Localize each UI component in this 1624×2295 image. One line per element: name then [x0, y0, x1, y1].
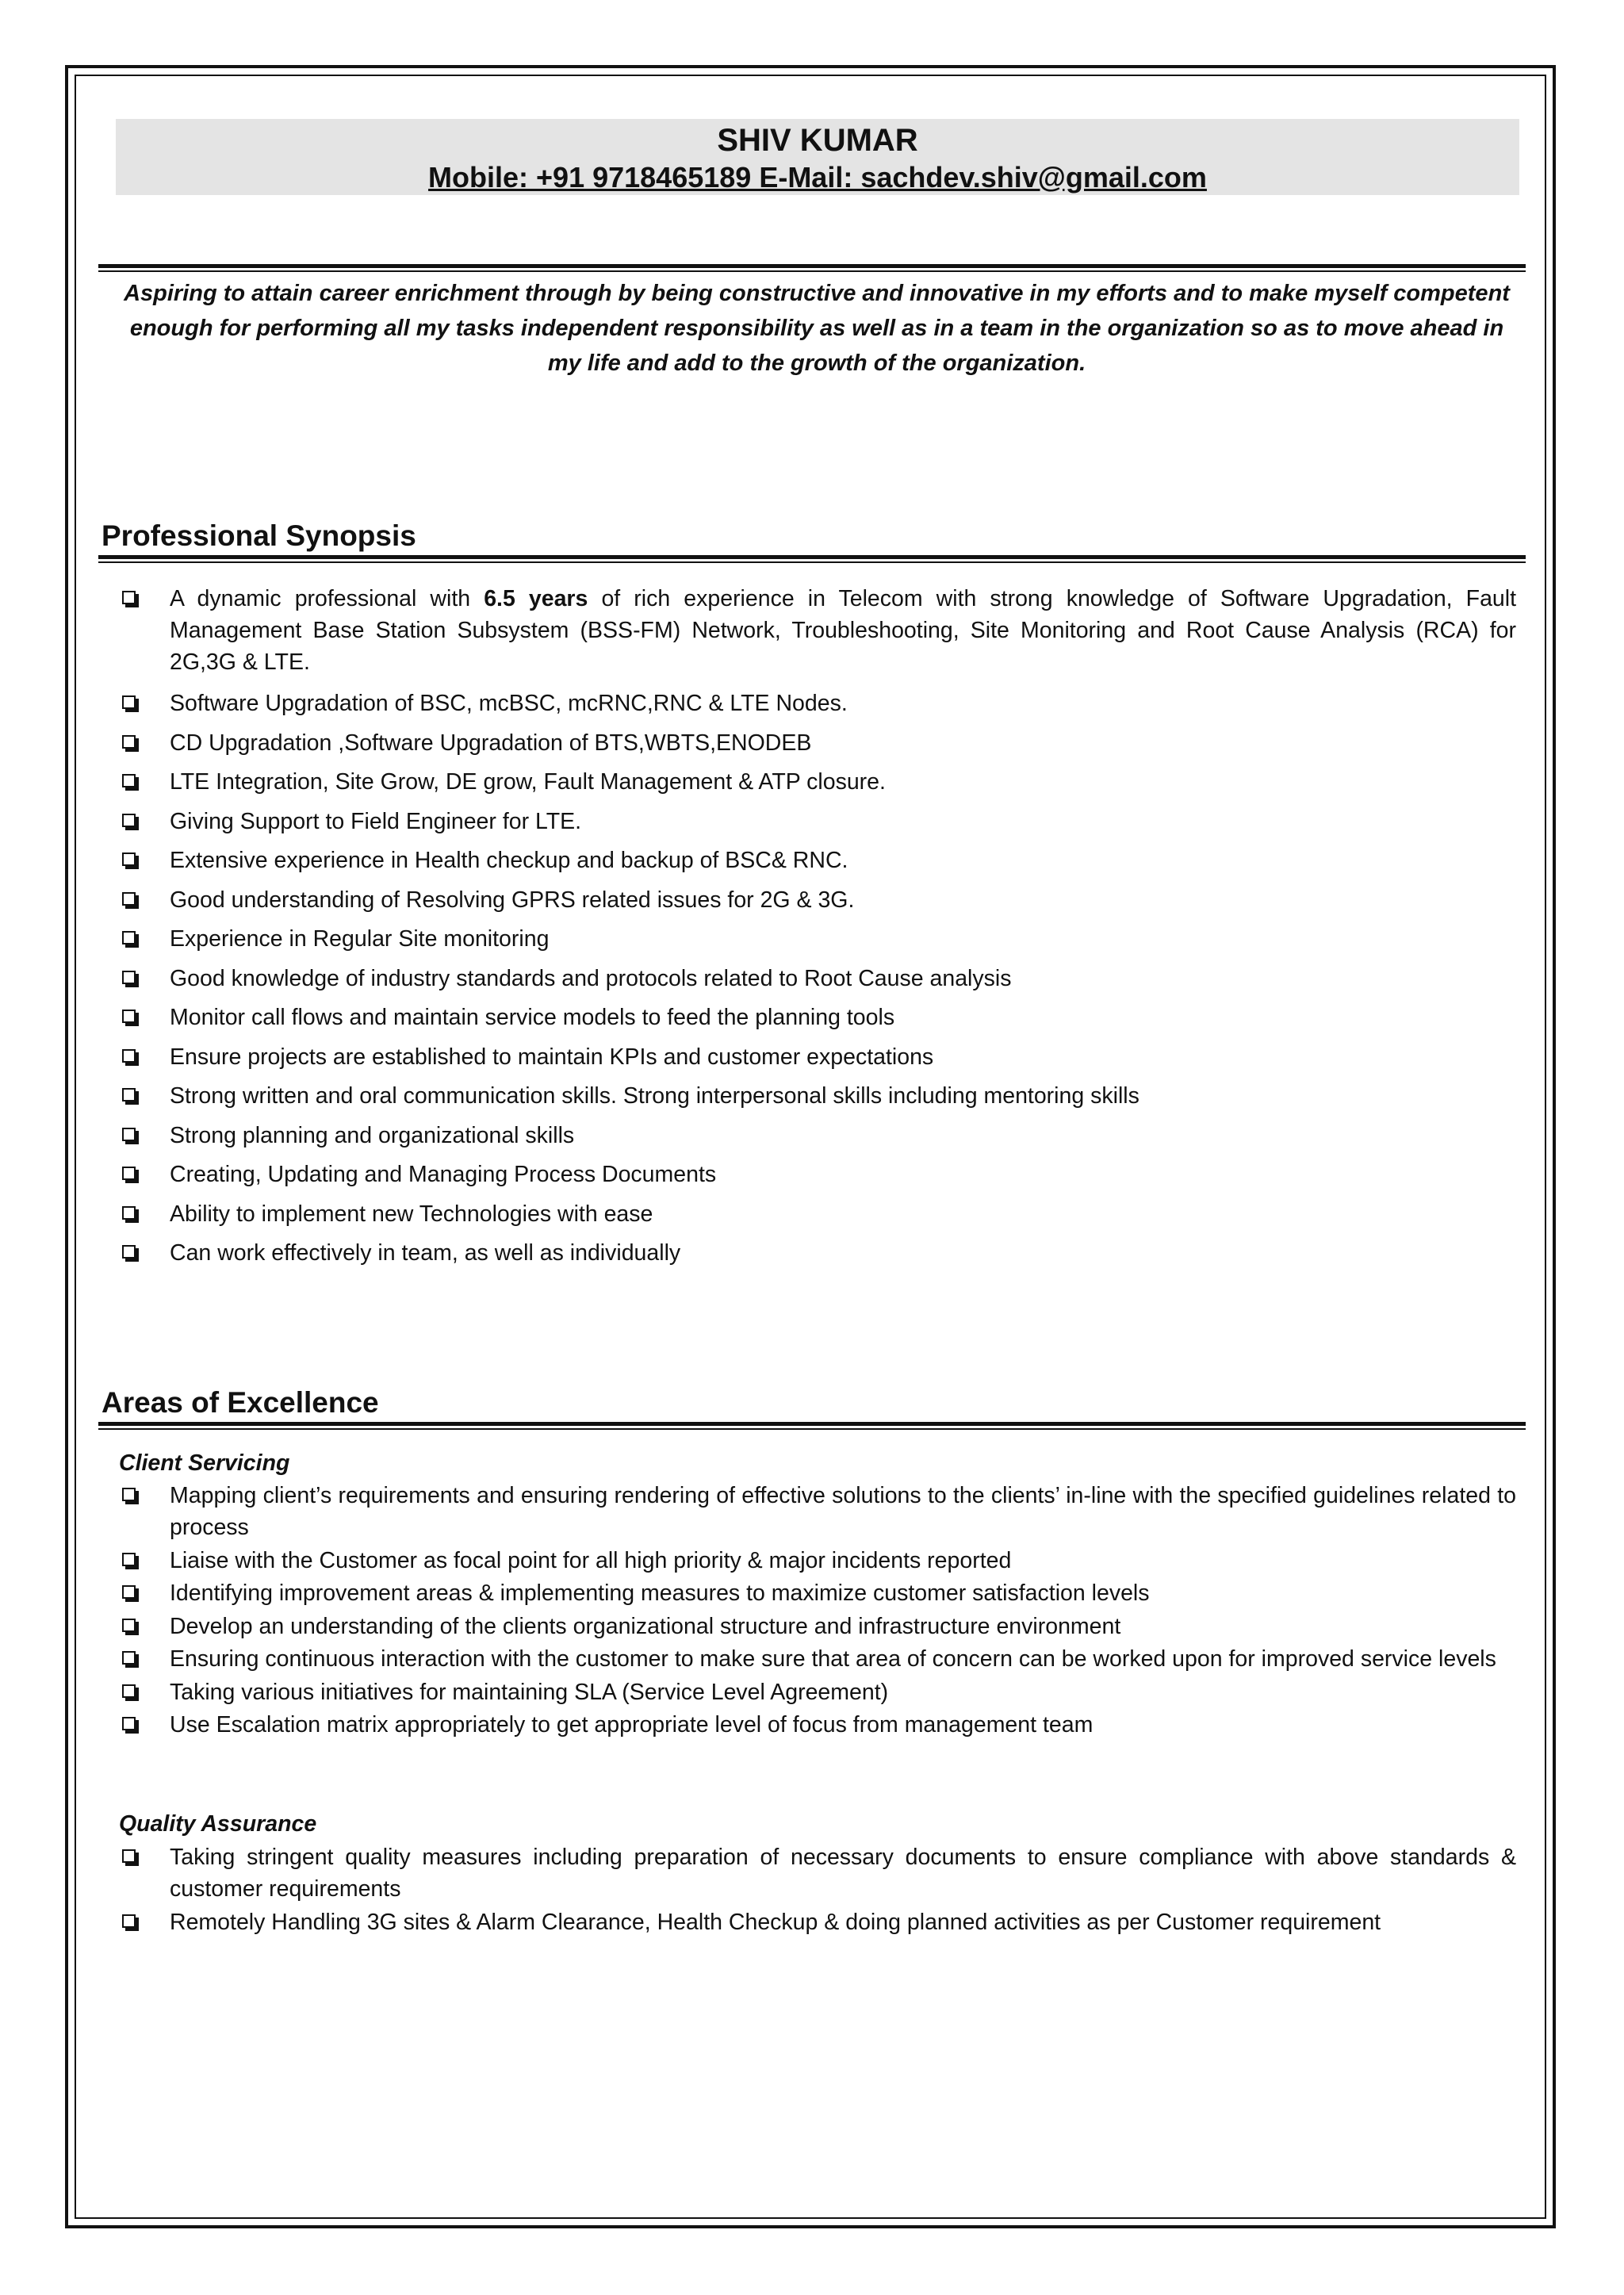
item-text: Ability to implement new Technologies with ease: [170, 1201, 653, 1227]
item-text-bold: 6.5 years: [484, 586, 588, 611]
item-text: Remotely Handling 3G sites & Alarm Clearance, Health Checkup & doing planned activities as per Customer requirement: [170, 1909, 1381, 1935]
checkbox-bullet-icon: [122, 892, 136, 906]
item-text: Monitor call flows and maintain service models to feed the planning tools: [170, 1005, 895, 1030]
list-item: [121, 1080, 1516, 1112]
list-item: [121, 688, 1516, 719]
section-title-excellence: Areas of Excellence: [102, 1386, 379, 1419]
checkbox-bullet-icon: [122, 1049, 136, 1063]
item-text: Ensuring continuous interaction with the customer to make sure that area of concern can be worked upon for improved service levels: [170, 1646, 1496, 1672]
item-text: Strong written and oral communication skills. Strong interpersonal skills including mentoring skills: [170, 1083, 1139, 1109]
synopsis-rule-thin: [98, 561, 1526, 563]
checkbox-bullet-icon: [122, 591, 136, 604]
excellence-rule-thin: [98, 1428, 1526, 1430]
item-text: of rich experience in Telecom with strong knowledge of Software Upgradation, Fault Management Base Station Subsystem (BSS-FM) Network, Troubleshooting, Site Monitoring and Root Cause Analysis (RCA) for 2G,3G & LTE.: [170, 586, 1517, 675]
checkbox-bullet-icon: [122, 931, 136, 944]
list-item: [121, 727, 1516, 759]
item-text: Use Escalation matrix appropriately to get appropriate level of focus from management team: [170, 1712, 1094, 1738]
synopsis-list: [121, 583, 1516, 1277]
checkbox-bullet-icon: [122, 1585, 136, 1599]
list-item: [121, 845, 1516, 876]
checkbox-bullet-icon: [122, 1488, 136, 1501]
objective-rule-thin: [98, 270, 1526, 272]
section-title-synopsis: Professional Synopsis: [102, 519, 416, 552]
synopsis-rule-thick: [98, 555, 1526, 559]
item-text: Ensure projects are established to maintain KPIs and customer expectations: [170, 1044, 934, 1070]
list-item: [121, 1841, 1516, 1905]
checkbox-bullet-icon: [122, 852, 136, 866]
checkbox-bullet-icon: [122, 1651, 136, 1665]
subheading-quality-assurance: Quality Assurance: [119, 1811, 317, 1837]
item-text: Good knowledge of industry standards and protocols related to Root Cause analysis: [170, 965, 1012, 991]
list-item: [121, 1545, 1516, 1577]
checkbox-bullet-icon: [122, 1128, 136, 1141]
item-text: Taking stringent quality measures including preparation of necessary documents to ensure compliance with above standards & customer requirements: [170, 1845, 1516, 1902]
list-item: [121, 1120, 1516, 1151]
checkbox-bullet-icon: [122, 1167, 136, 1180]
checkbox-bullet-icon: [122, 971, 136, 984]
checkbox-bullet-icon: [122, 1010, 136, 1023]
list-item: [121, 1041, 1516, 1073]
list-item: [121, 806, 1516, 837]
checkbox-bullet-icon: [122, 1553, 136, 1566]
item-text: Experience in Regular Site monitoring: [170, 926, 550, 952]
checkbox-bullet-icon: [122, 814, 136, 827]
item-text: Giving Support to Field Engineer for LTE.: [170, 808, 582, 834]
checkbox-bullet-icon: [122, 1914, 136, 1928]
checkbox-bullet-icon: [122, 1206, 136, 1220]
excellence-rule-thick: [98, 1422, 1526, 1426]
checkbox-bullet-icon: [122, 1717, 136, 1730]
list-item: [121, 766, 1516, 798]
item-text: A dynamic professional with: [170, 586, 485, 611]
item-text: Can work effectively in team, as well as individually: [170, 1240, 681, 1266]
contact-line: Mobile: +91 9718465189 E-Mail: sachdev.shiv@gmail.com: [428, 161, 1207, 193]
list-item: [121, 1198, 1516, 1230]
quality-assurance-list: [121, 1841, 1516, 1939]
item-text: Liaise with the Customer as focal point for all high priority & major incidents reported: [170, 1547, 1012, 1573]
list-item: [121, 1906, 1516, 1938]
item-text: Identifying improvement areas & implementing measures to maximize customer satisfaction levels: [170, 1580, 1150, 1606]
list-item: [121, 1159, 1516, 1190]
checkbox-bullet-icon: [122, 1619, 136, 1632]
checkbox-bullet-icon: [122, 1088, 136, 1102]
checkbox-bullet-icon: [122, 774, 136, 787]
item-text: LTE Integration, Site Grow, DE grow, Fault Management & ATP closure.: [170, 769, 886, 795]
objective-rule-thick: [98, 264, 1526, 268]
list-item: [121, 1577, 1516, 1609]
checkbox-bullet-icon: [122, 735, 136, 749]
list-item: [121, 1480, 1516, 1543]
list-item: [121, 1611, 1516, 1642]
subheading-client-servicing: Client Servicing: [119, 1450, 290, 1476]
item-text: Mapping client’s requirements and ensuring rendering of effective solutions to the clients’ in-line with the specified guidelines related to process: [170, 1483, 1516, 1540]
list-item: [121, 963, 1516, 994]
checkbox-bullet-icon: [122, 1684, 136, 1698]
item-text: Taking various initiatives for maintaining SLA (Service Level Agreement): [170, 1679, 889, 1705]
checkbox-bullet-icon: [122, 695, 136, 709]
item-text: Develop an understanding of the clients organizational structure and infrastructure environment: [170, 1613, 1121, 1639]
list-item: [121, 1709, 1516, 1741]
checkbox-bullet-icon: [122, 1849, 136, 1863]
item-text: Strong planning and organizational skills: [170, 1122, 575, 1148]
list-item: [121, 884, 1516, 916]
list-item: [121, 1643, 1516, 1675]
candidate-name: SHIV KUMAR: [717, 123, 918, 158]
list-item: [121, 923, 1516, 955]
item-text: Good understanding of Resolving GPRS related issues for 2G & 3G.: [170, 887, 855, 913]
item-text: Extensive experience in Health checkup and backup of BSC& RNC.: [170, 848, 848, 873]
item-text: Software Upgradation of BSC, mcBSC, mcRNC,RNC & LTE Nodes.: [170, 691, 848, 716]
item-text: CD Upgradation ,Software Upgradation of BTS,WBTS,ENODEB: [170, 730, 812, 756]
client-servicing-list: [121, 1480, 1516, 1742]
list-item: [121, 583, 1516, 678]
list-item: [121, 1002, 1516, 1033]
item-text: Creating, Updating and Managing Process Documents: [170, 1162, 717, 1187]
career-objective: Aspiring to attain career enrichment through by being constructive and innovative in my efforts and to make myself competent enough for performing all my tasks independent responsibility as well as in a team in the organization so as to move ahead in my life and add to the growth of the organization.: [124, 281, 1510, 376]
list-item: [121, 1237, 1516, 1269]
list-item: [121, 1676, 1516, 1708]
checkbox-bullet-icon: [122, 1245, 136, 1259]
